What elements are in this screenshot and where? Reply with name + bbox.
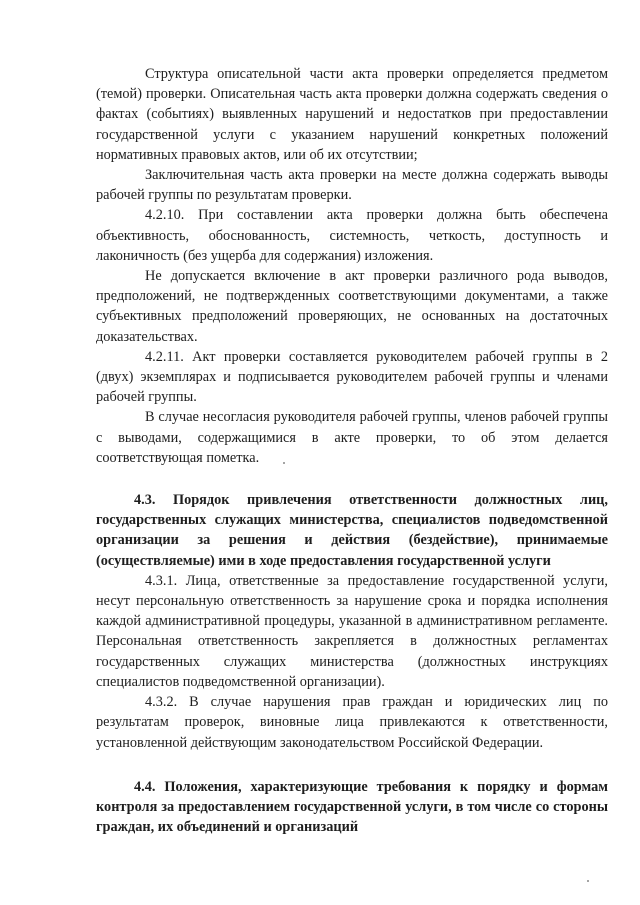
paragraph-4-3-1: 4.3.1. Лица, ответственные за предоставление государственной услуги, несут персональную ответственность за нарушение срока и порядка исполнения каждой административной процедуры, указанной в административном регламенте. Персональная ответственность закрепляется в должностных регламентах государственных служащих министерства (должностных инструкциях специалистов подведомственной организации). [96, 572, 608, 690]
scan-speck [587, 880, 589, 882]
paragraph-disagreement: В случае несогласия руководителя рабочей группы, членов рабочей группы с выводами, содержащимися в акте проверки, то об этом делается соответствующая пометка. [96, 409, 608, 466]
paragraph-4-2-10: 4.2.10. При составлении акта проверки должна быть обеспечена объективность, обоснованность, системность, четкость, доступность и лаконичность (без ущерба для содержания) изложения. [96, 207, 608, 264]
scan-speck [283, 462, 285, 464]
paragraph-act-conclusion: Заключительная часть акта проверки на месте должна содержать выводы рабочей группы по результатам проверки. [96, 167, 608, 204]
paragraph-inadmissible-conclusions: Не допускается включение в акт проверки различного рода выводов, предположений, не подтвержденных соответствующими документами, а также субъективных предположений проверяющих, не основанных на достаточных доказательствах. [96, 268, 608, 345]
section-4-4-heading: 4.4. Положения, характеризующие требования к порядку и формам контроля за предоставлением государственной услуги, в том числе со стороны граждан, их объединений и организаций [96, 778, 608, 836]
document-page [96, 64, 608, 837]
paragraph-act-structure: Структура описательной части акта проверки определяется предметом (темой) проверки. Описательная часть акта проверки должна содержать сведения о фактах (событиях) выявленных нарушений и недостатков при предоставлении государственной услуги с указанием нарушений конкретных положений нормативных правовых актов, или об их отсутствии; [96, 66, 608, 163]
section-4-3-heading: 4.3. Порядок привлечения ответственности должностных лиц, государственных служащих министерства, специалистов подведомственной организации за решения и действия (бездействие), принимаемые (осуществляемые) ими в ходе предоставления государственной услуги [96, 492, 608, 569]
paragraph-4-3-2: 4.3.2. В случае нарушения прав граждан и юридических лиц по результатам проверок, виновные лица привлекаются к ответственности, установленной действующим законодательством Российской Федерации. [96, 694, 608, 751]
paragraph-4-2-11: 4.2.11. Акт проверки составляется руководителем рабочей группы в 2 (двух) экземплярах и подписывается руководителем рабочей группы и членами рабочей группы. [96, 348, 608, 406]
